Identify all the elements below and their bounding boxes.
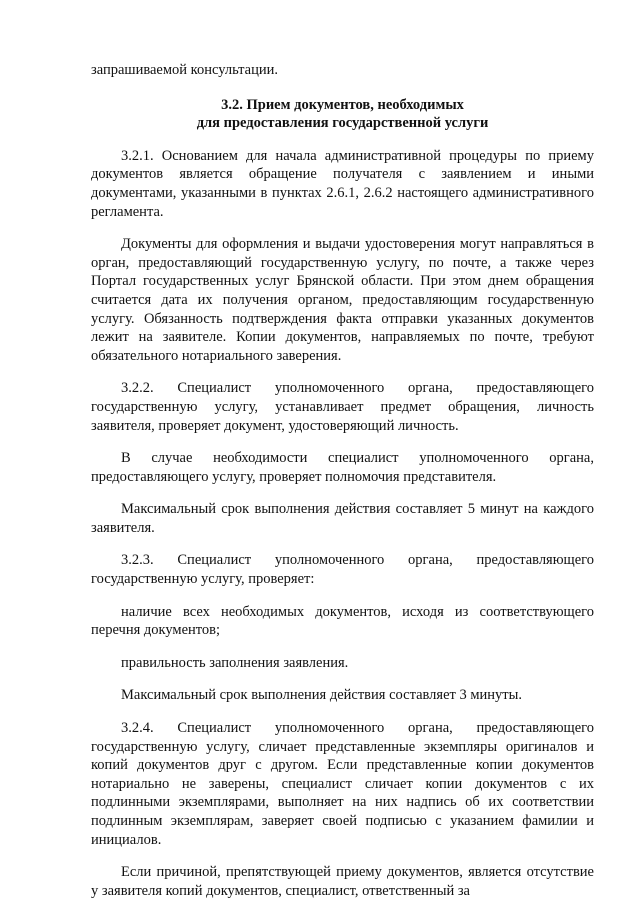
paragraph-documents-presence: наличие всех необходимых документов, исходя из соответствующего перечня документов; <box>91 603 594 639</box>
paragraph-3-2-1: 3.2.1. Основанием для начала административной процедуры по приему документов является обращение получателя с заявлением и иными документами, указанными в пунктах 2.6.1, 2.6.2 настоящего административного регламента. <box>91 147 594 220</box>
section-heading <box>91 96 594 133</box>
section-heading-line-1: 3.2. Прием документов, необходимых <box>221 96 464 113</box>
paragraph-time-limit-5-min: Максимальный срок выполнения действия составляет 5 минут на каждого заявителя. <box>91 501 594 536</box>
paragraph-time-limit-3-min: Максимальный срок выполнения действия составляет 3 минуты. <box>121 687 523 704</box>
paragraph-missing-copies: Если причиной, препятствующей приему документов, является отсутствие у заявителя копий документов, специалист, ответственный за <box>91 864 594 899</box>
page-content <box>91 61 594 914</box>
paragraph-3-2-4: 3.2.4. Специалист уполномоченного органа, предоставляющего государственную услугу, сличает представленные экземпляры оригиналов и копий документов друг с другом. Если представленные копии документов нотариально не заверены, специалист сличает копии документов с их подлинными экземплярами, выполняет на них надпись об их соответствии подлинным экземплярам, заверяет своей подписью с указанием фамилии и инициалов. <box>91 720 594 848</box>
paragraph-3-2-2: 3.2.2. Специалист уполномоченного органа, предоставляющего государственную услугу, устанавливает предмет обращения, личность заявителя, проверяет документ, удостоверяющий личность. <box>91 380 594 434</box>
paragraph-representative-check: В случае необходимости специалист уполномоченного органа, предоставляющего услугу, проверяет полномочия представителя. <box>91 450 594 485</box>
paragraph-3-2-3: 3.2.3. Специалист уполномоченного органа, предоставляющего государственную услугу, проверяет: <box>91 552 594 588</box>
paragraph-application-correctness: правильность заполнения заявления. <box>121 654 349 671</box>
lead-fragment: запрашиваемой консультации. <box>91 62 279 78</box>
section-heading-line-2: для предоставления государственной услуги <box>196 115 489 132</box>
paragraph-submission-methods: Документы для оформления и выдачи удостоверения могут направляться в орган, предоставляющий государственную услугу, по почте, а также через Портал государственных услуг Брянской области. При этом днем обращения считается дата их получения органом, предоставляющим государственную услугу. Обязанность подтверждения факта отправки указанных документов лежит на заявителе. Копии документов, направляемых по почте, требуют обязательного нотариального заверения. <box>91 236 594 364</box>
